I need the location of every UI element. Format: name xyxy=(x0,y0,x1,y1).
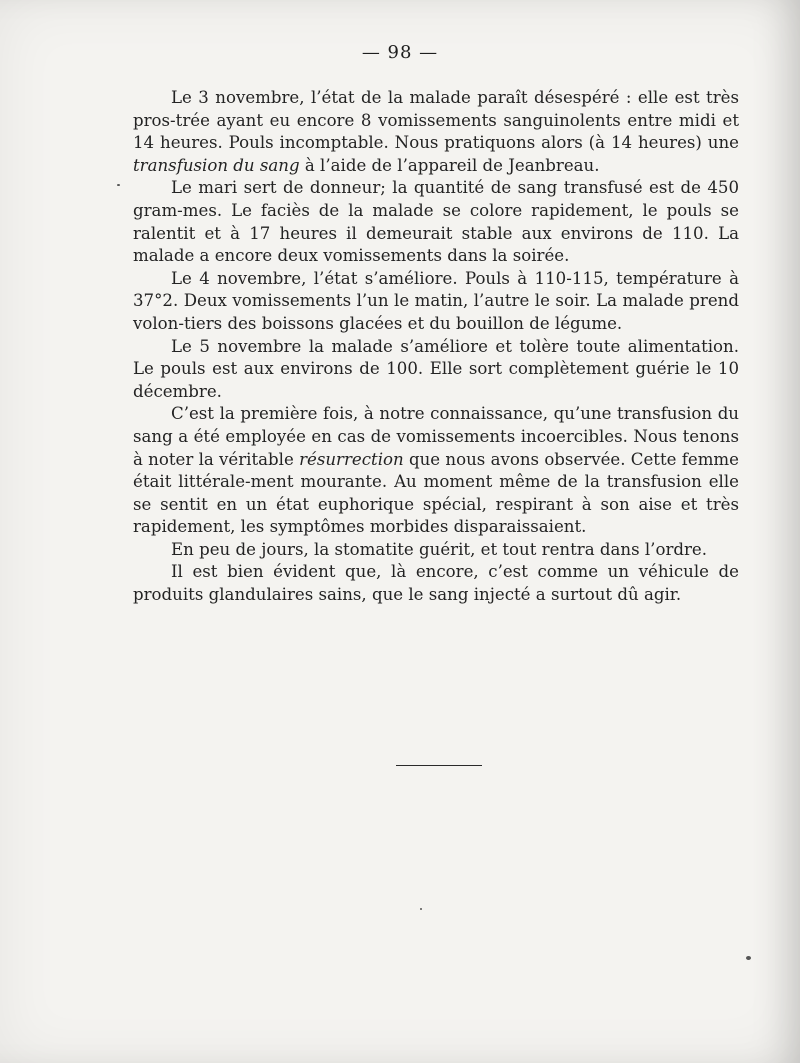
end-rule xyxy=(396,765,482,766)
italic-text: résurrection xyxy=(299,449,404,469)
paragraph xyxy=(133,539,739,562)
text-run: En peu de jours, la stomatite guérit, et tout rentra dans l’ordre. xyxy=(171,539,708,559)
scan-speck xyxy=(420,908,422,910)
text-run: Le 4 novembre, l’état s’améliore. Pouls à 110-115, température à 37°2. Deux vomissements l’un le matin, l’autre le soir. La malade prend volon-tiers des boissons glacées et du bouillon de légume. xyxy=(133,268,739,333)
paragraph xyxy=(133,561,739,606)
paragraph xyxy=(133,336,739,404)
text-run: Il est bien évident que, là encore, c’est comme un véhicule de produits glandulaires sains, que le sang injecté a surtout dû agir. xyxy=(133,562,739,605)
page-number: — 98 — xyxy=(361,42,439,63)
text-run: que nous avons observée. Cette femme était littérale-ment mourante. Au moment même de la transfusion elle se sentit en un état euphorique spécial, respirant à son aise et très rapidement, les symptômes morbides disparaissaient. xyxy=(133,449,739,537)
paragraph xyxy=(133,403,739,539)
scan-speck xyxy=(746,956,751,960)
paragraph xyxy=(133,87,739,177)
paragraph xyxy=(133,268,739,336)
paragraph xyxy=(133,177,739,267)
body-text xyxy=(133,87,739,607)
text-run: Le 5 novembre la malade s’améliore et tolère toute alimentation. Le pouls est aux environs de 100. Elle sort complètement guérie le 10 décembre. xyxy=(133,336,739,401)
text-run: Le mari sert de donneur; la quantité de sang transfusé est de 450 gram-mes. Le faciès de la malade se colore rapidement, le pouls se ralentit et à 17 heures il demeurait stable aux environs de 110. La malade a encore deux vomissements dans la soirée. xyxy=(133,178,739,266)
text-run: Le 3 novembre, l’état de la malade paraît désespéré : elle est très pros-trée ayant eu encore 8 vomissements sanguinolents entre midi et 14 heures. Pouls incomptable. Nous pratiquons alors (à 14 heures) une xyxy=(133,88,739,153)
italic-text: transfusion du sang xyxy=(133,155,300,175)
text-run: à l’aide de l’appareil de Jeanbreau. xyxy=(299,155,600,175)
scan-speck xyxy=(117,184,120,186)
text-run: C’est la première fois, à notre connaissance, qu’une transfusion du sang a été employée en cas de vomissements incoercibles. Nous tenons à noter la véritable xyxy=(133,404,739,469)
